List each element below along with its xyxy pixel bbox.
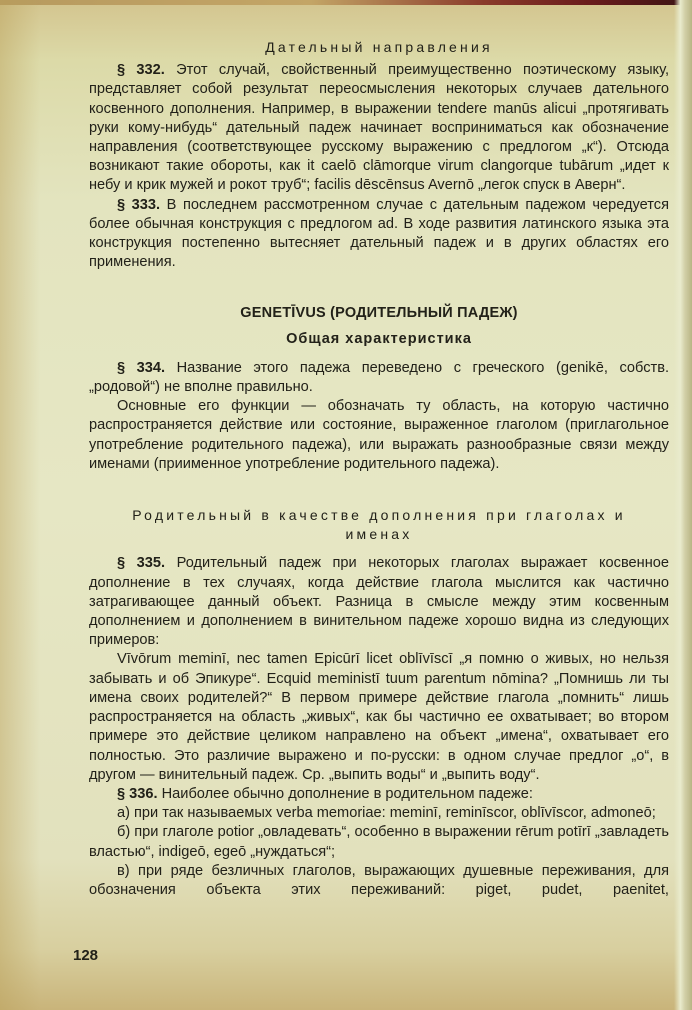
paragraph-336-b: б) при глаголе potior „овладевать“, особенно в выражении rērum potīrī „завладеть властью“, indigeō, egeō „нуждаться“; (89, 824, 669, 860)
paragraph-334 (89, 359, 669, 397)
chapter-heading-genetivus: GENETĪVUS (РОДИТЕЛЬНЫЙ ПАДЕЖ) (240, 305, 518, 322)
paragraph-text: Этот случай, свойственный преимущественно поэтическому языку, представляет собой результат переосмысления некоторых случаев дательного косвенного дополнения. Например, в выражении tendere manūs alicui „протягивать руки кому-нибудь“ дательный падеж начинает восприниматься как обозначение направления (соответствующее русскому выражению с предлогом „к“). Отсюда возникают такие обороты, как it caelō clāmorque virum clangorque tubārum „идет к небу и крик мужей и рокот труб“; facilis dēscēnsus Avernō „легок спуск в Аверн“. (89, 62, 669, 194)
page-top-edge (0, 0, 692, 5)
paragraph-text: В последнем рассмотренном случае с дательным падежом чередуется более обычная конструкция с предлогом ad. В ходе развития латинского языка эта конструкция постепенно вытесняет дательный падеж и в других областях его применения. (89, 196, 669, 271)
section-number: § 335. (117, 555, 166, 572)
section-number: § 333. (117, 196, 161, 213)
paragraph-336-a: а) при так называемых verba memoriae: meminī, reminīscor, oblīvīscor, admoneō; (117, 805, 656, 822)
paragraph-text: Название этого падежа переведено с греческого (genikē, собств. „родовой“) не вполне правильно. (89, 359, 669, 396)
paragraph-335-examples: Vīvōrum meminī, nec tamen Epicūrī licet oblīvīscī „я помню о живых, но нельзя забывать и об Эпикуре“. Ecquid meministī tuum parentum nōmina? „Помнишь ли ты имена своих родителей?“ В первом примере действие глагола „помнить“ лишь распространяется на область „живых“, как бы частично ее охватывает; во втором примере это действие целиком направлено на объект „имена“, охватывает его полностью. Это различие выражено и по-русски: в одном случае предлог „о“, в другом — винительный падеж. Ср. „выпить воды“ и „выпить воду“. (89, 651, 669, 783)
spacer (89, 272, 669, 304)
paragraph-333 (89, 196, 669, 273)
section-heading-dative-direction: Дательный направления (265, 39, 493, 55)
subheading-general: Общая характеристика (286, 330, 472, 347)
page-number: 128 (73, 947, 99, 964)
book-page (89, 38, 669, 900)
paragraph-334-functions: Основные его функции — обозначать ту область, на которую частично распространяется действие или состояние, выраженное глаголом (приглагольное употребление родительного падежа), или выражать разнообразные связи между именами (приименное употребление родительного падежа). (89, 398, 669, 472)
section-number: § 336. (117, 785, 158, 802)
paragraph-text: Родительный падеж при некоторых глаголах выражает косвенное дополнение в тех случаях, когда действие глагола мыслится как частично затрагивающее данный объект. Разница в смысле между этим косвенным дополнением и дополнением в винительном падеже хорошо видна из следующих примеров: (89, 555, 669, 649)
section-heading-genitive-object: Родительный в качестве дополнения при глаголах и именах (132, 507, 626, 543)
section-number: § 332. (117, 62, 165, 79)
page-left-shadow (0, 0, 40, 1010)
page-right-edge (674, 0, 692, 1010)
paragraph-text: Наиболее обычно дополнение в родительном падеже: (161, 785, 533, 802)
paragraph-332 (89, 61, 669, 195)
spacer (89, 474, 669, 506)
paragraph-335 (89, 554, 669, 650)
paragraph-336 (89, 785, 669, 804)
section-number: § 334. (117, 359, 166, 376)
paragraph-336-c: в) при ряде безличных глаголов, выражающих душевные переживания, для обозначения объекта этих переживаний: piget, pudet, paenitet, (89, 862, 669, 898)
